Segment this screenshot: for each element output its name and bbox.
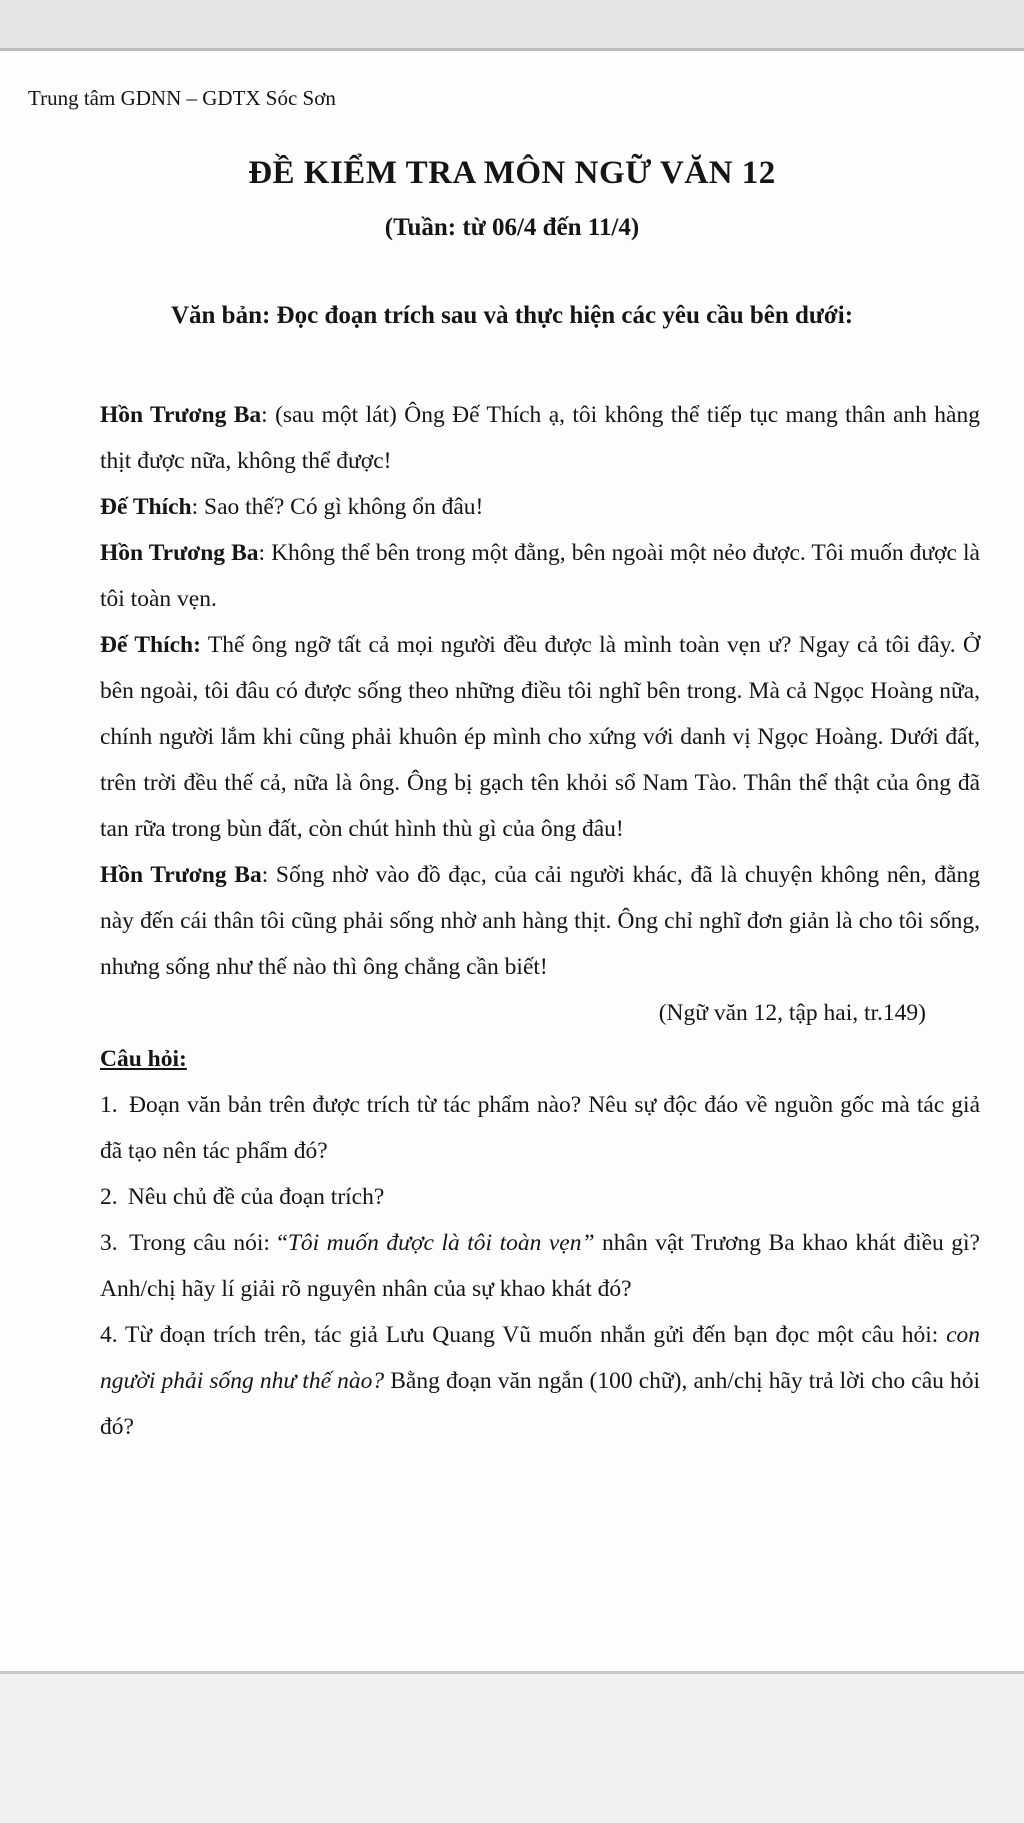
question-item (100, 1312, 980, 1450)
question-number: 4. (100, 1322, 118, 1348)
question-text: Đoạn văn bản trên được trích từ tác phẩm nào? Nêu sự độc đáo về nguồn gốc mà tác giả đã tạo nên tác phẩm đó? (100, 1092, 981, 1164)
question-number: 1. (100, 1092, 118, 1118)
dialogue-line (100, 530, 980, 622)
dialogue-text: : (sau một lát) Ông Đế Thích ạ, tôi không thể tiếp tục mang thân anh hàng thịt được nữa, không thể được! (100, 402, 980, 474)
dialogue-text: : Sao thế? Có gì không ổn đâu! (191, 494, 484, 520)
source-citation: (Ngữ văn 12, tập hai, tr.149) (658, 1000, 926, 1026)
instruction: Văn bản: Đọc đoạn trích sau và thực hiện các yêu cầu bên dưới: (170, 302, 854, 329)
question-item (100, 1174, 980, 1220)
speaker-name: Hồn Trương Ba (100, 540, 259, 566)
questions-heading (100, 1036, 980, 1082)
question-text-pre: Từ đoạn trích trên, tác giả Lưu Quang Vũ muốn nhắn gửi đến bạn đọc một câu hỏi: (124, 1322, 947, 1348)
dialogue-line (100, 392, 980, 484)
question-text-pre: Trong câu nói: “ (129, 1230, 288, 1256)
question-number: 3. (100, 1230, 118, 1256)
dialogue-line (100, 484, 980, 530)
dialogue-text: Thế ông ngỡ tất cả mọi người đều được là mình toàn vẹn ư? Ngay cả tôi đây. Ở bên ngoài, tôi đâu có được sống theo những điều tôi nghĩ bên trong. Mà cả Ngọc Hoàng nữa, chính người lắm khi cũng phải khuôn ép mình cho xứng với danh vị Ngọc Hoàng. Dưới đất, trên trời đều thế cả, nữa là ông. Ông bị gạch tên khỏi sổ Nam Tào. Thân thể thật của ông đã tan rữa trong bùn đất, còn chút hình thù gì của ông đâu! (100, 632, 980, 842)
speaker-name: Hồn Trương Ba (100, 862, 262, 888)
dialogue-text: : Không thể bên trong một đằng, bên ngoài một nẻo được. Tôi muốn được là tôi toàn vẹn. (100, 540, 980, 612)
top-band (0, 0, 1024, 51)
question-number: 2. (100, 1184, 118, 1210)
speaker-name: Hồn Trương Ba (100, 402, 262, 428)
dialogue-line (100, 852, 980, 990)
question-item (100, 1220, 980, 1312)
question-text: Nêu chủ đề của đoạn trích? (127, 1184, 385, 1210)
question-quote: con người phải sống như thế nào? (100, 1322, 980, 1394)
bottom-band (0, 1671, 1024, 1823)
dialogue-line (100, 622, 980, 852)
speaker-name: Đế Thích (100, 494, 192, 520)
page-subtitle: (Tuần: từ 06/4 đến 11/4) (384, 214, 640, 241)
dialogue-text: : Sống nhờ vào đồ đạc, của cải người khác, đã là chuyện không nên, đằng này đến cái thân tôi cũng phải sống nhờ anh hàng thịt. Ông chỉ nghĩ đơn giản là cho tôi sống, nhưng sống như thế nào thì ông chẳng cần biết! (100, 862, 980, 980)
question-text-post: nhân vật Trương Ba khao khát điều gì? Anh/chị hãy lí giải rõ nguyên nhân của sự khao khát đó? (100, 1230, 980, 1302)
question-quote: Tôi muốn được là tôi toàn vẹn” (287, 1230, 595, 1256)
question-item (100, 1082, 980, 1174)
page-title: ĐỀ KIỂM TRA MÔN NGỮ VĂN 12 (248, 155, 776, 191)
document-body (100, 392, 980, 1450)
questions-heading-label: Câu hỏi: (100, 1046, 187, 1072)
center-name: Trung tâm GDNN – GDTX Sóc Sơn (28, 86, 336, 110)
speaker-name: Đế Thích: (100, 632, 201, 658)
question-text-post: Bằng đoạn văn ngắn (100 chữ), anh/chị hãy trả lời cho câu hỏi đó? (100, 1368, 981, 1440)
